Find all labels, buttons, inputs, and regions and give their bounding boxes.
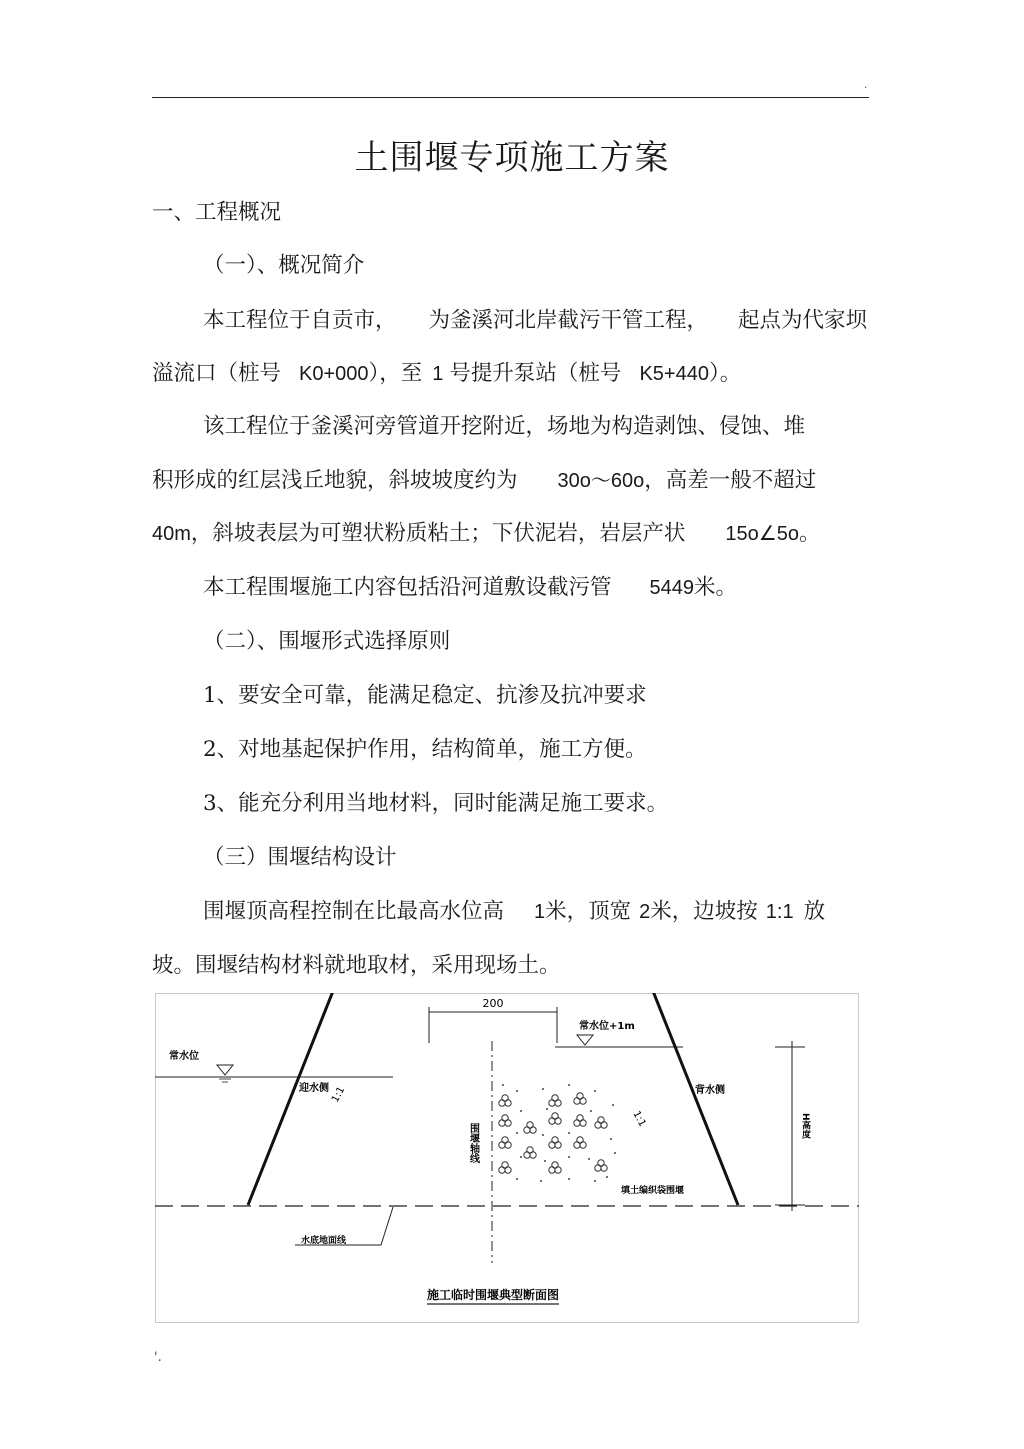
figure-frame bbox=[156, 994, 859, 1323]
paragraph-4-line-2: 坡。围堰结构材料就地取材，采用现场土。 bbox=[152, 953, 561, 978]
figure-caption: 施工临时围堰典型断面图 bbox=[426, 1288, 560, 1302]
text-run: 起点为代家坝 bbox=[738, 308, 868, 333]
principle-item-1: 1、要安全可靠，能满足稳定、抗渗及抗冲要求 bbox=[203, 683, 647, 708]
principle-item-3: 3、能充分利用当地材料，同时能满足施工要求。 bbox=[203, 791, 669, 816]
chainage-start: K0+000 bbox=[299, 363, 369, 385]
text-run: 放 bbox=[803, 899, 826, 924]
text-run: ，斜坡表层为可塑状粉质粘土；下伏泥岩，岩层产状 bbox=[190, 521, 686, 546]
water-level-symbol-right bbox=[577, 1035, 593, 1045]
crest-width-value: 2 bbox=[639, 901, 651, 923]
text-run: 为釜溪河北岸截污干管工程， bbox=[428, 308, 709, 333]
cofferdam-section-drawing bbox=[155, 993, 859, 1323]
text-run: 围堰顶高程控制在比最高水位高 bbox=[203, 899, 505, 924]
text-run: ），至 bbox=[368, 361, 423, 386]
slope-label-left: 1:1 bbox=[329, 1085, 348, 1105]
crest-width-label: 200 bbox=[482, 997, 504, 1010]
header-rule bbox=[152, 97, 869, 98]
riverbed-label: 水底地面线 bbox=[301, 1236, 347, 1246]
cofferdam-axis-label: 围堰轴线 bbox=[467, 1123, 479, 1163]
water-level-right-label: 常水位+1m bbox=[579, 1021, 635, 1032]
cofferdam-profile bbox=[248, 993, 738, 1205]
slope-angle-range: 30o～60o bbox=[557, 470, 645, 492]
chainage-end: K5+440 bbox=[639, 363, 709, 385]
text-run: 溢流口（桩号 bbox=[152, 361, 282, 386]
fill-texture bbox=[499, 1084, 616, 1182]
rock-attitude: 15o∠5o bbox=[725, 523, 799, 545]
paragraph-1-line-1 bbox=[203, 303, 867, 334]
slope-label-right: 1:1 bbox=[630, 1109, 648, 1129]
pump-station-number: 1 bbox=[432, 363, 444, 385]
page-title: 土围堰专项施工方案 bbox=[354, 138, 670, 178]
fill-material-label: 填土编织袋围堰 bbox=[621, 1186, 685, 1196]
height-label: H高度 bbox=[800, 1113, 810, 1139]
paragraph-3 bbox=[203, 570, 737, 601]
section-heading-1: 一、工程概况 bbox=[152, 200, 282, 225]
pipe-length: 5449 bbox=[649, 577, 695, 599]
water-level-symbol-left bbox=[217, 1065, 233, 1075]
principle-item-2: 2、对地基起保护作用，结构简单，施工方便。 bbox=[203, 737, 647, 762]
text-run: 米，顶宽 bbox=[545, 899, 632, 924]
subsection-heading-2: （二）、围堰形式选择原则 bbox=[203, 629, 451, 654]
paragraph-2-line-1: 该工程位于釜溪河旁管道开挖附近，场地为构造剥蚀、侵蚀、堆 bbox=[203, 414, 806, 439]
paragraph-2-line-2 bbox=[152, 463, 816, 494]
cofferdam-section-figure bbox=[155, 993, 859, 1323]
text-run: 米，边坡按 bbox=[650, 899, 758, 924]
slope-ratio-value: 1:1 bbox=[765, 901, 794, 923]
text-run: 。 bbox=[798, 521, 821, 546]
height-difference: 40m bbox=[152, 523, 191, 545]
paragraph-1-line-2 bbox=[152, 356, 741, 387]
text-run: ）。 bbox=[708, 361, 742, 386]
text-run: 本工程围堰施工内容包括沿河道敷设截污管 bbox=[203, 575, 612, 600]
footer-mark: '. bbox=[154, 1350, 162, 1365]
text-run: 号提升泵站（桩号 bbox=[449, 361, 622, 386]
freeboard-value: 1 bbox=[534, 901, 546, 923]
paragraph-4-line-1 bbox=[203, 894, 825, 925]
subsection-heading-1: （一）、概况简介 bbox=[203, 253, 365, 278]
water-level-left-label: 常水位 bbox=[169, 1051, 199, 1062]
header-mark: . bbox=[864, 80, 868, 91]
text-run: 积形成的红层浅丘地貌，斜坡坡度约为 bbox=[152, 468, 518, 493]
text-run: 米。 bbox=[694, 575, 738, 600]
text-run: ，高差一般不超过 bbox=[644, 468, 817, 493]
upstream-side-label: 迎水侧 bbox=[299, 1083, 329, 1094]
text-run: 本工程位于自贡市， bbox=[203, 308, 397, 333]
paragraph-2-line-3 bbox=[152, 516, 820, 547]
subsection-heading-3: （三）围堰结构设计 bbox=[203, 845, 397, 870]
back-side-label: 背水侧 bbox=[695, 1085, 725, 1096]
